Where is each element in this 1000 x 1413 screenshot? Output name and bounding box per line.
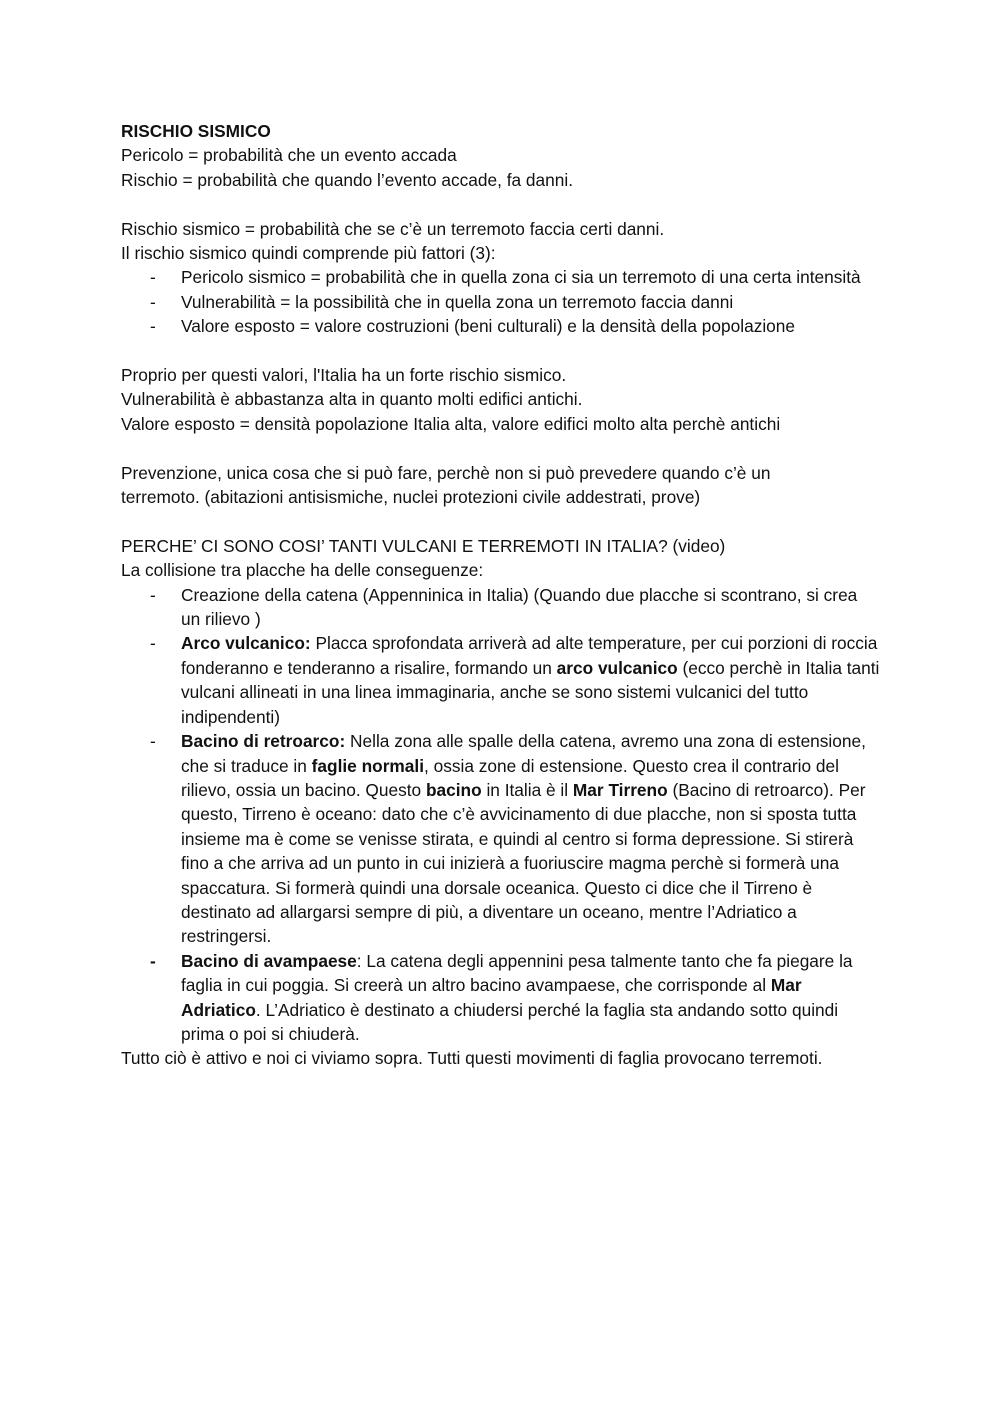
text-run: Nella zona alle spalle della catena, avremo una zona di estensione, che si traduce in — [181, 731, 866, 776]
list-item — [121, 949, 883, 1047]
text-run: . L’Adriatico è destinato a chiudersi perché la faglia sta andando sotto quindi prima o poi si chiuderà. — [181, 999, 839, 1044]
bullet-dash: - — [150, 291, 156, 312]
emphasis: Mar Tirreno — [572, 779, 668, 800]
item-label: Arco vulcanico: — [181, 633, 311, 654]
emphasis: faglie normali — [311, 755, 424, 776]
closing-line: Tutto ciò è attivo e noi ci viviamo sopra. Tutti questi movimenti di faglia provocano terremoti. — [121, 1048, 823, 1069]
list-item-text: Creazione della catena (Appenninica in Italia) (Quando due placche si scontrano, si crea un rilievo ) — [181, 584, 858, 630]
text-run: in Italia è il — [481, 779, 573, 800]
text-run: : La catena degli appennini pesa talmente tanto che fa piegare la faglia in cui poggia. Si creerà un altro bacino avampaese, che corrisponde al — [181, 950, 853, 996]
bullet-dash: - — [150, 316, 156, 337]
bullet-dash: - — [150, 267, 156, 288]
definition-rischio: Rischio = probabilità che quando l’evento accade, fa danni. — [121, 169, 574, 190]
list-item-text — [181, 729, 883, 949]
bullet-dash: - — [150, 731, 156, 752]
paragraph-line: Valore esposto = densità popolazione Italia alta, valore edifici molto alta perchè antichi — [121, 413, 781, 434]
paragraph-line: Vulnerabilità è abbastanza alta in quanto molti edifici antichi. — [121, 389, 583, 410]
bullet-dash: - — [150, 584, 156, 605]
definition-rischio-sismico: Rischio sismico = probabilità che se c’è un terremoto faccia certi danni. — [121, 218, 665, 239]
bullet-dash: - — [150, 633, 156, 654]
list-item-text — [181, 631, 883, 729]
item-label: Bacino di avampaese — [181, 950, 357, 971]
list-item-text: Valore esposto = valore costruzioni (beni culturali) e la densità della popolazione — [181, 316, 796, 337]
list-item — [121, 265, 891, 289]
spacer — [121, 339, 891, 363]
spacer — [121, 509, 891, 533]
text-run: (ecco perchè in Italia tanti vulcani allineati in una linea immaginaria, anche se sono sistemi vulcanici del tutto indipendenti) — [181, 657, 880, 727]
paragraph-line: Proprio per questi valori, l'Italia ha un forte rischio sismico. — [121, 365, 567, 386]
list-item — [121, 314, 891, 338]
list-item — [121, 729, 883, 949]
text-run: (Bacino di retroarco). Per questo, Tirreno è oceano: dato che c’è avvicinamento di due placche, non si sposta tutta insieme ma è come se venisse stirata, e quindi al centro si forma depressione. Si stirerà fino a che arriva ad un punto in cui inizierà a fuoriuscire magma perchè si formerà una spaccatura. Si formerà quindi una dorsale oceanica. Questo ci dice che il Tirreno è destinato ad allargarsi sempre di più, a diventare un oceano, mentre l’Adriatico a restringersi. — [181, 779, 866, 947]
item-label: Bacino di retroarco: — [181, 731, 346, 752]
prevention-paragraph: Prevenzione, unica cosa che si può fare, perchè non si può prevedere quando c’è un terremoto. (abitazioni antisismiche, nuclei protezioni civile addestrati, prove) — [121, 462, 771, 508]
list-item — [121, 583, 879, 632]
factors-intro: Il rischio sismico quindi comprende più fattori (3): — [121, 243, 496, 264]
list-item-text — [181, 949, 883, 1047]
emphasis: arco vulcanico — [556, 657, 678, 678]
list-item-text: Vulnerabilità = la possibilità che in quella zona un terremoto faccia danni — [181, 291, 734, 312]
text-run: , ossia zone di estensione. Questo crea il contrario del rilievo, ossia un bacino. Questo — [181, 755, 839, 800]
emphasis: bacino — [425, 779, 482, 800]
emphasis: Mar Adriatico — [181, 975, 802, 1020]
spacer — [121, 436, 891, 460]
text-run: Placca sprofondata arriverà ad alte temperature, per cui porzioni di roccia fonderanno e tenderanno a risalire, formando un — [181, 633, 878, 678]
list-item-text: Pericolo sismico = probabilità che in quella zona ci sia un terremoto di una certa intensità — [181, 267, 861, 288]
document-body — [121, 119, 891, 1071]
document-title: RISCHIO SISMICO — [121, 121, 271, 141]
bullet-dash: - — [150, 950, 156, 971]
list-item — [121, 631, 883, 729]
section-heading: PERCHE’ CI SONO COSI’ TANTI VULCANI E TERREMOTI IN ITALIA? (video) — [121, 535, 726, 556]
spacer — [121, 192, 891, 216]
definition-pericolo: Pericolo = probabilità che un evento accada — [121, 145, 457, 166]
list-item — [121, 290, 891, 314]
section-intro: La collisione tra placche ha delle conseguenze: — [121, 560, 484, 581]
